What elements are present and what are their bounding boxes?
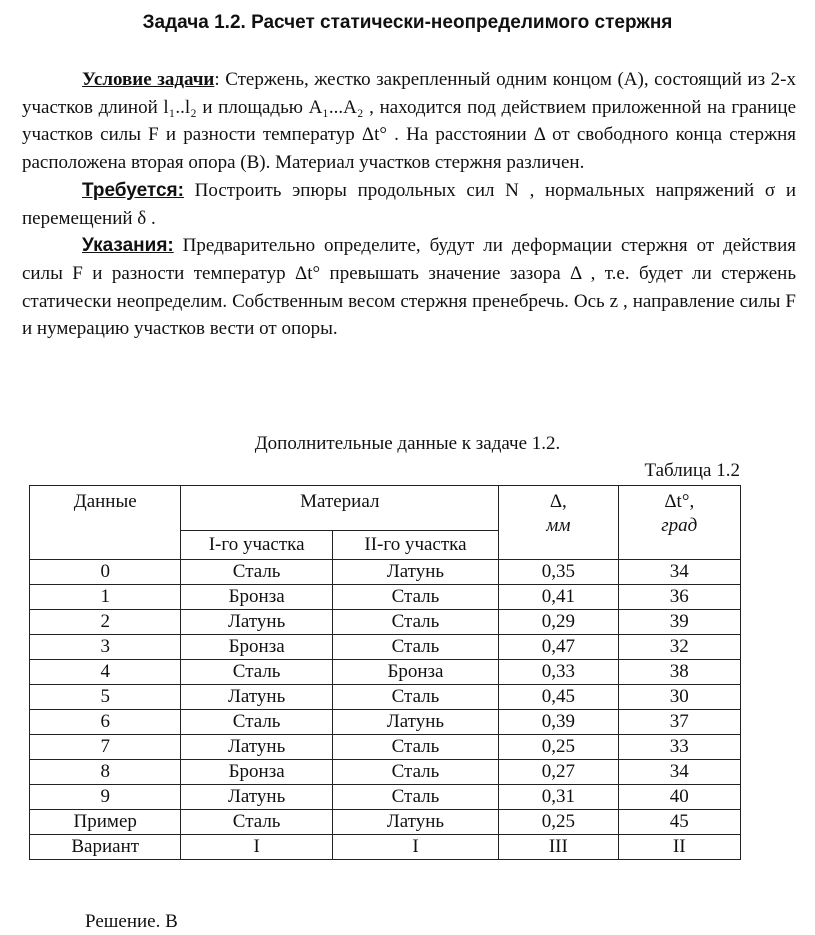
cell-temperature: 37 [618, 710, 740, 735]
cell-material-1: Бронза [181, 635, 332, 660]
table-row [30, 635, 741, 660]
cell-variant: Вариант [30, 835, 181, 860]
cell-variant: 9 [30, 785, 181, 810]
cell-temperature: 38 [618, 660, 740, 685]
cell-temperature: 40 [618, 785, 740, 810]
table-row [30, 710, 741, 735]
table-row [30, 685, 741, 710]
cell-delta: 0,25 [499, 810, 618, 835]
cell-delta: 0,29 [499, 610, 618, 635]
cell-delta: 0,41 [499, 585, 618, 610]
table-row [30, 735, 741, 760]
task-title: Задача 1.2. Расчет статически-неопределимого стержня [142, 12, 673, 33]
condition-paragraph [22, 66, 796, 177]
cell-delta: 0,45 [499, 685, 618, 710]
header-delta-unit: мм [546, 515, 571, 536]
cell-delta: 0,27 [499, 760, 618, 785]
cell-material-2: Сталь [332, 635, 498, 660]
table-row [30, 785, 741, 810]
cell-material-2: Латунь [332, 710, 498, 735]
required-lead: Требуется: [82, 179, 184, 201]
cell-variant: Пример [30, 810, 181, 835]
cell-material-2: Сталь [332, 785, 498, 810]
table-row [30, 760, 741, 785]
table-header-row [30, 486, 741, 531]
cell-material-1: Латунь [181, 735, 332, 760]
cell-delta: 0,25 [499, 735, 618, 760]
instructions-lead: Указания: [82, 235, 174, 257]
cell-material-1: Бронза [181, 760, 332, 785]
cell-delta: III [499, 835, 618, 860]
table-row [30, 560, 741, 585]
cell-temperature: 39 [618, 610, 740, 635]
cell-material-1: Латунь [181, 785, 332, 810]
header-temperature [618, 486, 740, 560]
header-segment-1: I-го участка [181, 531, 332, 560]
cell-variant: 0 [30, 560, 181, 585]
cell-material-1: Бронза [181, 585, 332, 610]
cell-variant: 4 [30, 660, 181, 685]
required-paragraph [22, 177, 796, 232]
table-row [30, 610, 741, 635]
header-temp-unit: град [661, 515, 698, 536]
cell-temperature: 36 [618, 585, 740, 610]
table-row [30, 810, 741, 835]
cell-material-1: Сталь [181, 660, 332, 685]
task-description [22, 66, 796, 343]
cell-variant: 2 [30, 610, 181, 635]
table-row [30, 835, 741, 860]
cell-variant: 8 [30, 760, 181, 785]
table-body [30, 560, 741, 860]
cell-delta: 0,33 [499, 660, 618, 685]
cell-variant: 5 [30, 685, 181, 710]
cell-temperature: 34 [618, 760, 740, 785]
table-row [30, 660, 741, 685]
cell-variant: 7 [30, 735, 181, 760]
cell-material-1: Сталь [181, 810, 332, 835]
cell-delta: 0,35 [499, 560, 618, 585]
cell-material-1: Сталь [181, 710, 332, 735]
instructions-paragraph [22, 232, 796, 343]
cell-temperature: 30 [618, 685, 740, 710]
cell-material-2: Сталь [332, 760, 498, 785]
data-table [29, 485, 741, 860]
cut-off-next-line: Решение. В [85, 911, 178, 932]
cell-material-1: Латунь [181, 610, 332, 635]
cell-delta: 0,39 [499, 710, 618, 735]
cell-material-1: Латунь [181, 685, 332, 710]
cell-variant: 6 [30, 710, 181, 735]
table-row [30, 585, 741, 610]
header-segment-2: II-го участка [332, 531, 498, 560]
cell-material-2: Бронза [332, 660, 498, 685]
header-material: Материал [181, 486, 499, 531]
cell-material-1: I [181, 835, 332, 860]
required-text: Построить эпюры продольных сил N , нормальных напряжений σ и перемещений δ . [22, 179, 796, 229]
cell-material-2: Сталь [332, 685, 498, 710]
cell-variant: 3 [30, 635, 181, 660]
cell-temperature: II [618, 835, 740, 860]
cell-material-2: Латунь [332, 560, 498, 585]
condition-text: : Стержень, жестко закрепленный одним концом (А), состоящий из 2-х участков длиной l₁..l₂ и площадью A₁...A₂ , находится под действием приложенной на границе участков силы F и разности температур Δt° . На расстоянии Δ от свободного конца стержня расположена вторая опора (В). Материал участков стержня различен. [22, 69, 796, 174]
cell-material-1: Сталь [181, 560, 332, 585]
condition-lead: Условие задачи [82, 69, 215, 90]
cell-variant: 1 [30, 585, 181, 610]
instructions-text: Предварительно определите, будут ли деформации стержня от действия силы F и разности температур Δt° превышать значение зазора Δ , т.е. будет ли стержень статически неопределим. Собственным весом стержня пренебречь. Ось z , направление силы F и нумерацию участков вести от опоры. [22, 235, 796, 340]
cell-material-2: I [332, 835, 498, 860]
cell-temperature: 34 [618, 560, 740, 585]
cell-material-2: Сталь [332, 610, 498, 635]
cell-temperature: 32 [618, 635, 740, 660]
cell-temperature: 33 [618, 735, 740, 760]
cell-delta: 0,47 [499, 635, 618, 660]
header-delta [499, 486, 618, 560]
header-temp-label: Δt°, [664, 491, 695, 512]
table-number-label: Таблица 1.2 [644, 460, 740, 481]
header-delta-label: Δ, [549, 491, 567, 512]
cell-temperature: 45 [618, 810, 740, 835]
cell-delta: 0,31 [499, 785, 618, 810]
cell-material-2: Сталь [332, 735, 498, 760]
cell-material-2: Сталь [332, 585, 498, 610]
header-data: Данные [30, 486, 181, 560]
cell-material-2: Латунь [332, 810, 498, 835]
table-caption: Дополнительные данные к задаче 1.2. [254, 433, 561, 454]
